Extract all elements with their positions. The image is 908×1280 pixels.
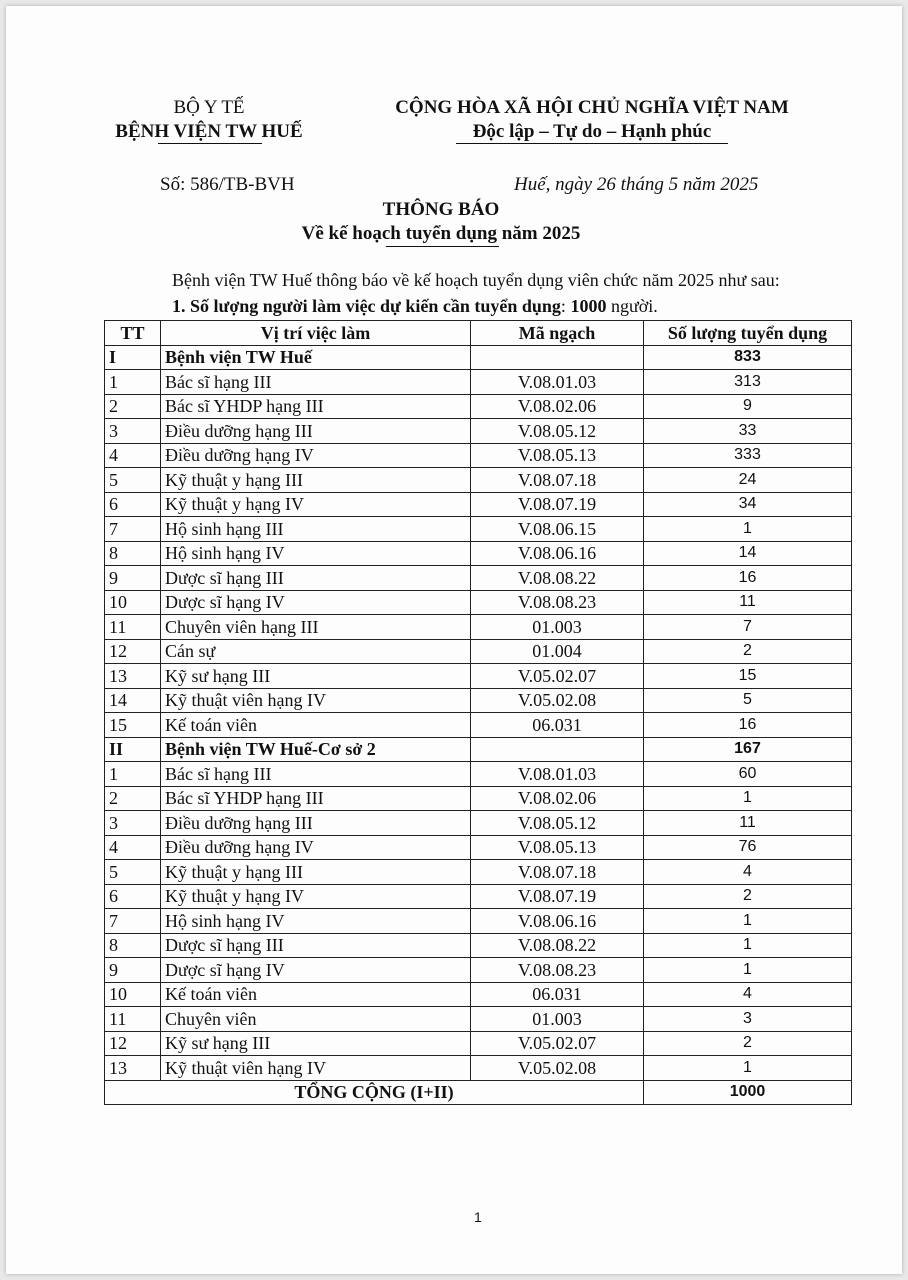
table-row: [105, 933, 852, 958]
row-code: V.08.08.22: [471, 566, 644, 591]
table-body: [105, 345, 852, 1105]
table-row: [105, 394, 852, 419]
group-name: Bệnh viện TW Huế-Cơ sở 2: [161, 737, 471, 762]
row-count: 333: [644, 443, 852, 468]
row-count: 1: [644, 517, 852, 542]
notice-title-sub: Về kế hoạch tuyển dụng năm 2025: [301, 223, 581, 244]
table-row: [105, 835, 852, 860]
row-code: V.08.06.16: [471, 541, 644, 566]
row-count: 60: [644, 762, 852, 787]
row-tt: 3: [105, 419, 161, 444]
row-position: Bác sĩ hạng III: [161, 762, 471, 787]
row-count: 34: [644, 492, 852, 517]
col-header-position: Vị trí việc làm: [161, 321, 471, 346]
table-row: [105, 811, 852, 836]
document-page: [6, 6, 902, 1274]
intro-paragraph: Bệnh viện TW Huế thông báo về kế hoạch tuyển dụng viên chức năm 2025 như sau:: [172, 270, 780, 290]
row-code: 06.031: [471, 713, 644, 738]
row-position: Dược sĩ hạng III: [161, 566, 471, 591]
republic-name: CỘNG HÒA XÃ HỘI CHỦ NGHĨA VIỆT NAM: [395, 97, 789, 118]
row-count: 1: [644, 786, 852, 811]
table-row: [105, 688, 852, 713]
row-code: 06.031: [471, 982, 644, 1007]
row-position: Bác sĩ hạng III: [161, 370, 471, 395]
row-count: 16: [644, 713, 852, 738]
row-position: Hộ sinh hạng III: [161, 517, 471, 542]
row-count: 1: [644, 933, 852, 958]
row-position: Dược sĩ hạng IV: [161, 590, 471, 615]
row-code: 01.004: [471, 639, 644, 664]
recruitment-table: [104, 320, 852, 1105]
row-code: V.08.05.12: [471, 419, 644, 444]
row-tt: 7: [105, 517, 161, 542]
notice-title: [256, 198, 626, 246]
table-row: [105, 443, 852, 468]
row-position: Kỹ thuật viên hạng IV: [161, 688, 471, 713]
row-tt: 10: [105, 982, 161, 1007]
col-header-code: Mã ngạch: [471, 321, 644, 346]
row-position: Kỹ thuật y hạng IV: [161, 492, 471, 517]
group-row: [105, 345, 852, 370]
row-count: 15: [644, 664, 852, 689]
table-row: [105, 541, 852, 566]
row-tt: 10: [105, 590, 161, 615]
row-count: 2: [644, 1031, 852, 1056]
row-code: V.08.02.06: [471, 786, 644, 811]
motto-underline: [456, 143, 728, 144]
row-tt: 2: [105, 786, 161, 811]
row-position: Kỹ thuật viên hạng IV: [161, 1056, 471, 1081]
title-underline: [386, 246, 499, 247]
row-position: Hộ sinh hạng IV: [161, 541, 471, 566]
row-tt: 12: [105, 639, 161, 664]
table-row: [105, 639, 852, 664]
row-tt: 1: [105, 762, 161, 787]
row-code: V.08.06.16: [471, 909, 644, 934]
row-position: Kỹ sư hạng III: [161, 664, 471, 689]
row-code: V.08.05.12: [471, 811, 644, 836]
col-header-tt: TT: [105, 321, 161, 346]
row-tt: 13: [105, 1056, 161, 1081]
row-tt: 2: [105, 394, 161, 419]
row-tt: 11: [105, 1007, 161, 1032]
row-code: V.08.01.03: [471, 762, 644, 787]
row-code: V.08.05.13: [471, 443, 644, 468]
row-position: Chuyên viên hạng III: [161, 615, 471, 640]
row-position: Dược sĩ hạng IV: [161, 958, 471, 983]
row-code: V.05.02.08: [471, 688, 644, 713]
table-row: [105, 566, 852, 591]
row-code: V.08.01.03: [471, 370, 644, 395]
table-row: [105, 786, 852, 811]
table-row: [105, 884, 852, 909]
row-code: V.08.07.19: [471, 492, 644, 517]
table-row: [105, 370, 852, 395]
table-row: [105, 860, 852, 885]
row-code: V.08.08.23: [471, 590, 644, 615]
total-row: [105, 1080, 852, 1105]
row-count: 2: [644, 639, 852, 664]
row-position: Điều dưỡng hạng III: [161, 419, 471, 444]
row-count: 4: [644, 982, 852, 1007]
row-tt: 8: [105, 541, 161, 566]
row-position: Kỹ thuật y hạng III: [161, 468, 471, 493]
row-position: Chuyên viên: [161, 1007, 471, 1032]
row-tt: 5: [105, 468, 161, 493]
row-tt: 7: [105, 909, 161, 934]
table-row: [105, 615, 852, 640]
table-row: [105, 982, 852, 1007]
row-position: Cán sự: [161, 639, 471, 664]
row-tt: 9: [105, 958, 161, 983]
row-position: Kỹ thuật y hạng IV: [161, 884, 471, 909]
row-code: V.08.08.22: [471, 933, 644, 958]
row-code: V.08.07.18: [471, 468, 644, 493]
row-count: 11: [644, 590, 852, 615]
table-row: [105, 468, 852, 493]
row-position: Điều dưỡng hạng IV: [161, 443, 471, 468]
row-position: Hộ sinh hạng IV: [161, 909, 471, 934]
ministry-block: [94, 96, 324, 144]
group-code-empty: [471, 737, 644, 762]
row-count: 9: [644, 394, 852, 419]
table-row: [105, 958, 852, 983]
row-count: 2: [644, 884, 852, 909]
table-row: [105, 419, 852, 444]
row-code: V.08.07.18: [471, 860, 644, 885]
row-count: 5: [644, 688, 852, 713]
row-count: 16: [644, 566, 852, 591]
row-tt: 14: [105, 688, 161, 713]
table-row: [105, 1031, 852, 1056]
row-position: Kỹ sư hạng III: [161, 1031, 471, 1056]
table-row: [105, 517, 852, 542]
row-position: Kế toán viên: [161, 713, 471, 738]
row-position: Bác sĩ YHDP hạng III: [161, 786, 471, 811]
row-tt: 5: [105, 860, 161, 885]
row-tt: 9: [105, 566, 161, 591]
item-1-unit: người.: [606, 296, 658, 316]
ministry-name: BỘ Y TẾ: [173, 97, 245, 118]
row-count: 1: [644, 1056, 852, 1081]
table-row: [105, 762, 852, 787]
row-count: 7: [644, 615, 852, 640]
row-tt: 4: [105, 443, 161, 468]
table-row: [105, 492, 852, 517]
group-tt: II: [105, 737, 161, 762]
table-row: [105, 1056, 852, 1081]
row-tt: 1: [105, 370, 161, 395]
hospital-name: BỆNH VIỆN TW HUẾ: [115, 121, 303, 142]
row-tt: 13: [105, 664, 161, 689]
row-count: 3: [644, 1007, 852, 1032]
row-count: 76: [644, 835, 852, 860]
table-header-row: [105, 321, 852, 346]
row-tt: 3: [105, 811, 161, 836]
table-row: [105, 713, 852, 738]
row-count: 4: [644, 860, 852, 885]
row-tt: 15: [105, 713, 161, 738]
table-row: [105, 590, 852, 615]
row-tt: 8: [105, 933, 161, 958]
national-motto: Độc lập – Tự do – Hạnh phúc: [472, 121, 712, 142]
row-position: Dược sĩ hạng III: [161, 933, 471, 958]
table-row: [105, 1007, 852, 1032]
page-number: 1: [474, 1209, 482, 1225]
row-code: V.08.08.23: [471, 958, 644, 983]
col-header-count: Số lượng tuyển dụng: [644, 321, 852, 346]
row-code: V.08.02.06: [471, 394, 644, 419]
document-number: Số: 586/TB-BVH: [160, 174, 295, 195]
row-position: Điều dưỡng hạng IV: [161, 835, 471, 860]
row-code: V.05.02.07: [471, 1031, 644, 1056]
item-1-number: 1000: [570, 296, 607, 316]
row-code: 01.003: [471, 615, 644, 640]
row-position: Kỹ thuật y hạng III: [161, 860, 471, 885]
row-tt: 6: [105, 492, 161, 517]
row-tt: 12: [105, 1031, 161, 1056]
row-count: 1: [644, 958, 852, 983]
row-code: V.08.06.15: [471, 517, 644, 542]
row-count: 313: [644, 370, 852, 395]
total-label: TỔNG CỘNG (I+II): [105, 1080, 644, 1105]
row-code: V.08.05.13: [471, 835, 644, 860]
row-code: V.05.02.07: [471, 664, 644, 689]
row-position: Điều dưỡng hạng III: [161, 811, 471, 836]
hospital-underline: [158, 143, 262, 144]
row-count: 11: [644, 811, 852, 836]
item-1-colon: :: [560, 296, 571, 316]
group-tt: I: [105, 345, 161, 370]
row-tt: 11: [105, 615, 161, 640]
national-heading: [352, 96, 832, 144]
item-1-label: 1. Số lượng người làm việc dự kiến cần tuyển dụng: [172, 296, 561, 316]
table-row: [105, 664, 852, 689]
group-total: 833: [644, 345, 852, 370]
row-count: 24: [644, 468, 852, 493]
row-count: 14: [644, 541, 852, 566]
notice-title-main: THÔNG BÁO: [382, 199, 500, 220]
row-tt: 4: [105, 835, 161, 860]
row-count: 33: [644, 419, 852, 444]
group-code-empty: [471, 345, 644, 370]
row-code: 01.003: [471, 1007, 644, 1032]
row-code: V.05.02.08: [471, 1056, 644, 1081]
row-code: V.08.07.19: [471, 884, 644, 909]
row-position: Bác sĩ YHDP hạng III: [161, 394, 471, 419]
place-date: Huế, ngày 26 tháng 5 năm 2025: [514, 174, 759, 195]
group-total: 167: [644, 737, 852, 762]
total-value: 1000: [644, 1080, 852, 1105]
group-row: [105, 737, 852, 762]
row-position: Kế toán viên: [161, 982, 471, 1007]
row-tt: 6: [105, 884, 161, 909]
table-row: [105, 909, 852, 934]
item-1-heading: [172, 296, 658, 317]
group-name: Bệnh viện TW Huế: [161, 345, 471, 370]
row-count: 1: [644, 909, 852, 934]
